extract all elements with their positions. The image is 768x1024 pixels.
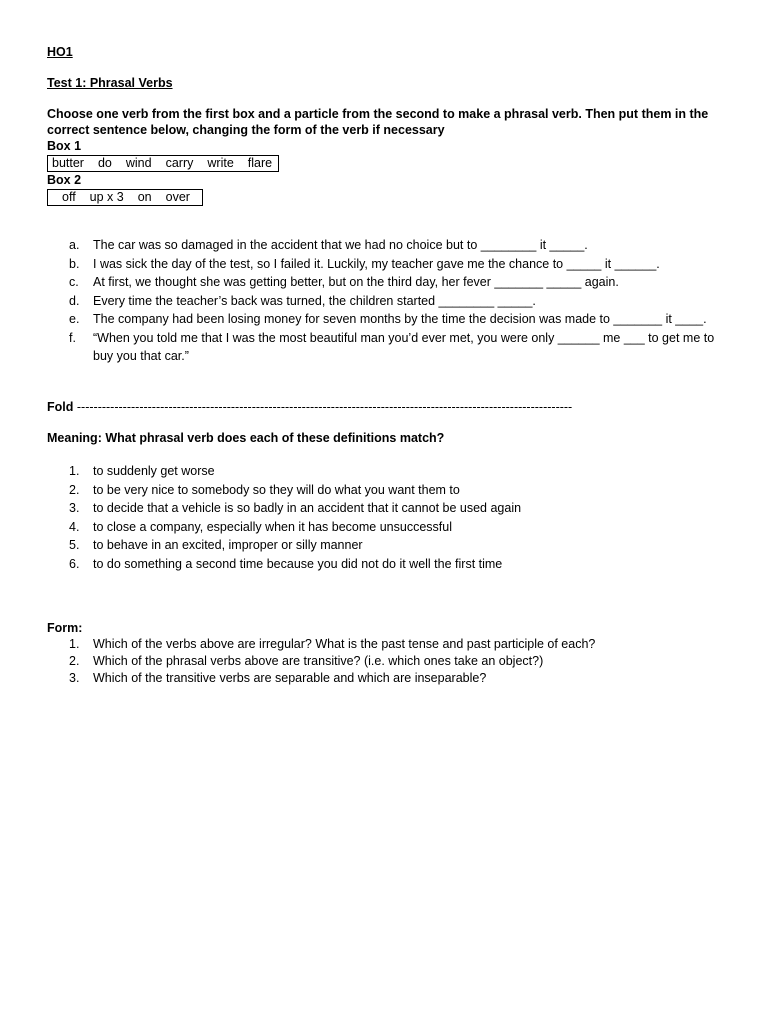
item-label: 3. xyxy=(69,671,80,685)
box1-word: flare xyxy=(247,156,273,170)
form-heading: Form: xyxy=(47,621,83,635)
box1-word: do xyxy=(97,156,112,170)
list-item xyxy=(47,536,717,555)
instructions-cont: correct sentence below, changing the form of the verb if necessary xyxy=(47,123,445,137)
box1-word: carry xyxy=(165,156,194,170)
item-text: Which of the phrasal verbs above are transitive? (i.e. which ones take an object?) xyxy=(93,654,544,668)
item-label: a. xyxy=(69,238,80,252)
list-item xyxy=(47,292,717,311)
list-item xyxy=(47,518,717,537)
item-label: c. xyxy=(69,275,79,289)
item-text: Every time the teacher’s back was turned, the children started ________ _____. xyxy=(93,293,536,308)
fold-line xyxy=(47,400,572,414)
box1-word: butter xyxy=(52,156,84,170)
list-item xyxy=(47,273,717,292)
item-text: to close a company, especially when it has become unsuccessful xyxy=(93,519,452,534)
list-item xyxy=(47,555,717,574)
item-label: 4. xyxy=(69,519,80,534)
list-item xyxy=(47,310,717,329)
list-item xyxy=(47,653,717,670)
item-text: to decide that a vehicle is so badly in an accident that it cannot be used again xyxy=(93,501,522,515)
item-text: Which of the transitive verbs are separable and which are inseparable? xyxy=(93,671,487,685)
list-item xyxy=(47,499,717,518)
item-text: to be very nice to somebody so they will do what you want them to xyxy=(93,482,460,497)
item-label: d. xyxy=(69,293,80,308)
page-title: Test 1: Phrasal Verbs xyxy=(47,76,173,90)
item-label: 3. xyxy=(69,501,80,515)
item-text: I was sick the day of the test, so I failed it. Luckily, my teacher gave me the chance to _____ it ______. xyxy=(93,256,660,271)
item-label: e. xyxy=(69,312,80,326)
item-label: 2. xyxy=(69,482,80,497)
list-item xyxy=(47,462,717,481)
fold-dashes: ----------------------------------------------------------------------------------------------------------------------- xyxy=(76,400,573,414)
box1-wordbox xyxy=(47,155,279,172)
list-item xyxy=(47,670,717,687)
item-label: 2. xyxy=(69,654,80,668)
list-item xyxy=(47,236,717,255)
document-code: HO1 xyxy=(47,45,73,59)
fold-label: Fold xyxy=(47,400,74,414)
box1-word: write xyxy=(207,156,234,170)
instructions: Choose one verb from the first box and a particle from the second to make a phrasal verb. Then put them in the xyxy=(47,107,709,121)
item-label: 1. xyxy=(69,637,80,651)
item-label: b. xyxy=(69,256,80,271)
box2-word: up x 3 xyxy=(89,190,124,204)
item-text: At first, we thought she was getting better, but on the third day, her fever _______ _____ again. xyxy=(93,275,619,289)
item-text: The company had been losing money for seven months by the time the decision was made to _______ it ____. xyxy=(93,312,707,326)
item-text: to behave in an excited, improper or silly manner xyxy=(93,538,363,552)
box1-label: Box 1 xyxy=(47,139,82,153)
sentence-list xyxy=(47,236,717,366)
box2-label: Box 2 xyxy=(47,173,82,187)
item-text: The car was so damaged in the accident that we had no choice but to ________ it _____. xyxy=(93,238,588,252)
box2-wordbox xyxy=(47,189,203,206)
item-text: Which of the verbs above are irregular? What is the past tense and past participle of each? xyxy=(93,637,596,651)
item-label: 1. xyxy=(69,464,80,478)
meaning-heading: Meaning: What phrasal verb does each of these definitions match? xyxy=(47,431,445,445)
list-item xyxy=(47,481,717,500)
item-label: 5. xyxy=(69,538,80,552)
list-item xyxy=(47,329,717,366)
box2-word: over xyxy=(165,190,190,204)
box2-word: off xyxy=(62,190,76,204)
item-text: to do something a second time because you did not do it well the first time xyxy=(93,556,503,571)
item-label: 6. xyxy=(69,556,80,571)
item-text: to suddenly get worse xyxy=(93,464,215,478)
box1-word: wind xyxy=(125,156,152,170)
meaning-list xyxy=(47,462,717,573)
item-text: “When you told me that I was the most beautiful man you’d ever met, you were only ______ me ___ to get me to buy you that car.” xyxy=(93,330,715,363)
list-item xyxy=(47,636,717,653)
form-list xyxy=(47,636,717,687)
item-label: f. xyxy=(69,330,76,345)
list-item xyxy=(47,255,717,274)
box2-word: on xyxy=(137,190,152,204)
